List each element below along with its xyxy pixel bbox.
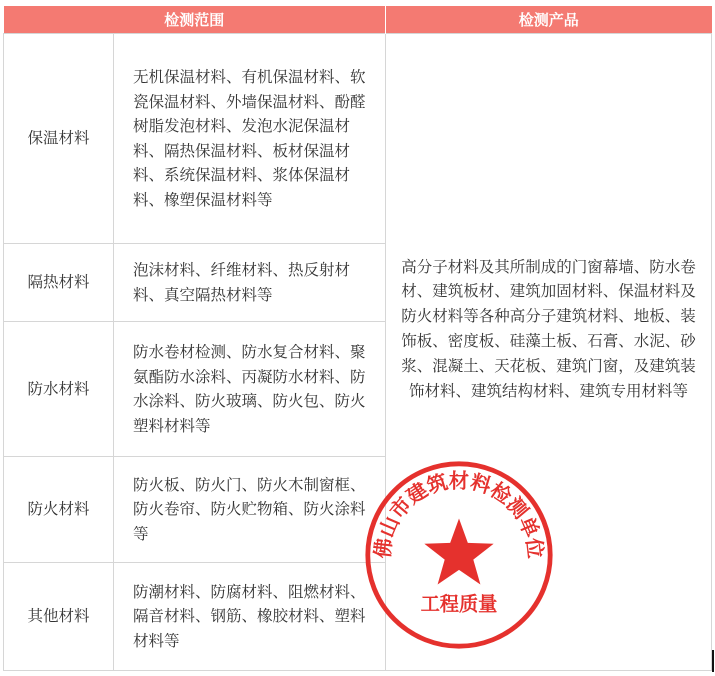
header-testing-products: 检测产品	[386, 6, 712, 34]
testing-scope-table	[3, 6, 712, 671]
category-cell: 防水材料	[4, 322, 114, 457]
header-testing-scope: 检测范围	[4, 6, 386, 34]
products-cell	[386, 34, 712, 671]
scope-cell: 防火板、防火门、防火木制窗框、防火卷帘、防火贮物箱、防火涂料等	[114, 457, 386, 563]
table-header-row	[4, 6, 712, 34]
seal-bottom-text: 工程质量	[420, 592, 498, 616]
scope-cell: 防潮材料、防腐材料、阻燃材料、隔音材料、钢筋、橡胶材料、塑料材料等	[114, 563, 386, 671]
category-cell: 防火材料	[4, 457, 114, 563]
seal-arc-textpath: 佛山市建筑材料检测单位	[370, 468, 548, 560]
testing-scope-table-wrapper	[3, 6, 711, 672]
category-cell: 隔热材料	[4, 244, 114, 322]
category-cell: 其他材料	[4, 563, 114, 671]
scope-cell: 泡沫材料、纤维材料、热反射材料、真空隔热材料等	[114, 244, 386, 322]
text-cursor-mark	[712, 650, 714, 672]
category-cell: 保温材料	[4, 34, 114, 244]
scope-cell: 无机保温材料、有机保温材料、软瓷保温材料、外墙保温材料、酚醛树脂发泡材料、发泡水泥保温材料、隔热保温材料、板材保温材料、系统保温材料、浆体保温材料、橡塑保温材料等	[114, 34, 386, 244]
products-text: 高分子材料及其所制成的门窗幕墙、防水卷材、建筑板材、建筑加固材料、保温材料及防火材料等各种高分子建筑材料、地板、装饰板、密度板、硅藻土板、石膏、水泥、砂浆、混凝土、天花板、建筑门窗，及建筑装饰材料、建筑结构材料、建筑专用材料等	[401, 257, 696, 400]
scope-cell: 防水卷材检测、防水复合材料、聚氨酯防水涂料、丙凝防水材料、防水涂料、防火玻璃、防火包、防火塑料材料等	[114, 322, 386, 457]
table-row	[4, 34, 712, 244]
